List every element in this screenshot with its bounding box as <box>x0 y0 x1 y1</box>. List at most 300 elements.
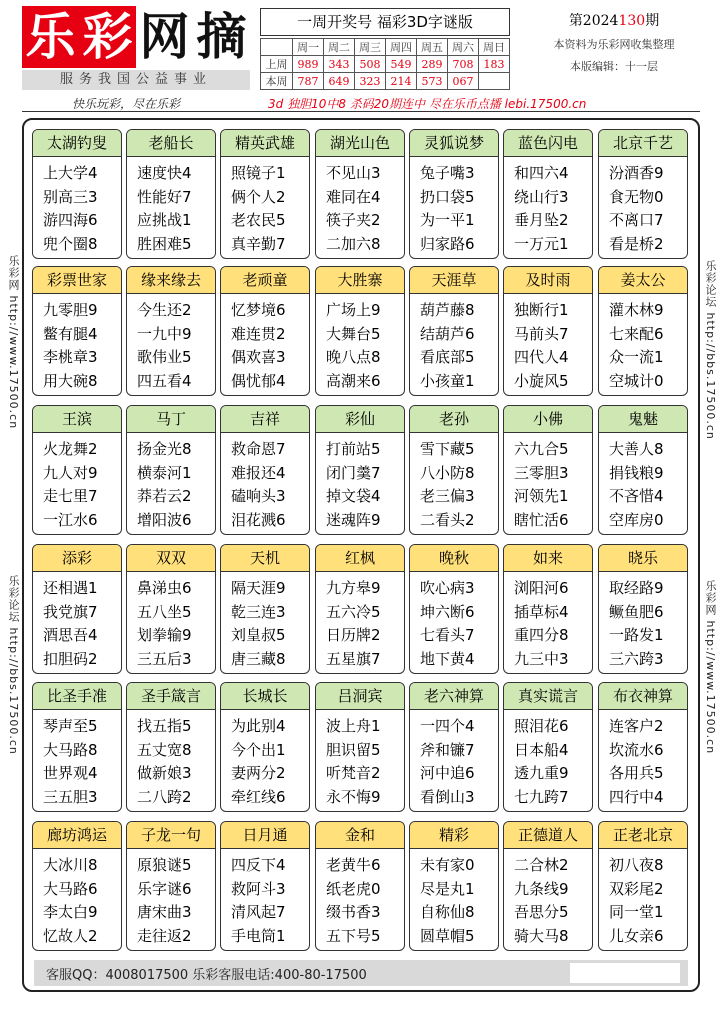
puzzle-line: 骑大马8 <box>514 926 569 945</box>
puzzle-box <box>220 405 310 535</box>
puzzle-line: 自称仙8 <box>420 903 475 921</box>
puzzle-box <box>315 821 405 951</box>
puzzle-line: 筷子夹2 <box>326 211 381 229</box>
puzzle-lines <box>221 849 309 948</box>
puzzle-box <box>598 129 688 259</box>
weekday: 周四 <box>386 39 417 56</box>
puzzle-line: 三零胆3 <box>514 463 569 482</box>
puzzle-line: 鳖有腿4 <box>43 324 98 343</box>
puzzle-author: 吉祥 <box>221 406 309 433</box>
puzzle-author: 正老北京 <box>599 822 687 849</box>
puzzle-box <box>126 682 216 812</box>
puzzle-line: 别高三3 <box>43 187 98 206</box>
puzzle-line: 还相遇1 <box>43 579 98 597</box>
weekday: 周一 <box>293 39 324 56</box>
logo-char-2: 彩 <box>79 6 136 68</box>
puzzle-box <box>32 129 122 259</box>
puzzle-author: 如来 <box>504 545 592 572</box>
puzzle-lines <box>33 157 121 256</box>
puzzle-line: 垂月坠2 <box>514 211 569 229</box>
footer-blank-box <box>570 963 680 983</box>
puzzle-line: 二八跨2 <box>137 787 192 806</box>
puzzle-line: 一四个4 <box>420 717 475 735</box>
puzzle-line: 不吝惜4 <box>609 487 664 505</box>
puzzle-line: 琴声至5 <box>43 717 98 735</box>
puzzle-line: 插草标4 <box>514 602 569 621</box>
puzzle-line: 不离口7 <box>609 211 664 229</box>
puzzle-line: 偶欢喜3 <box>231 348 286 366</box>
puzzle-author: 圣手箴言 <box>127 683 215 710</box>
puzzle-line: 难连贯2 <box>231 324 286 343</box>
draw-number: 549 <box>386 56 417 73</box>
puzzle-line: 偶忧郁4 <box>231 371 286 390</box>
puzzle-line: 九零胆9 <box>43 301 98 319</box>
puzzle-line: 坎流水6 <box>609 740 664 759</box>
puzzle-author: 老六神算 <box>410 683 498 710</box>
puzzle-box <box>220 129 310 259</box>
puzzle-line: 空城计0 <box>609 371 664 390</box>
header <box>22 6 700 94</box>
puzzle-box <box>32 821 122 951</box>
puzzle-author: 正德道人 <box>504 822 592 849</box>
puzzle-box <box>503 129 593 259</box>
puzzle-line: 磕响头3 <box>231 487 286 505</box>
puzzle-line: 为一平1 <box>420 211 475 229</box>
draw-number: 573 <box>417 73 448 90</box>
puzzle-box <box>409 405 499 535</box>
puzzle-box <box>220 682 310 812</box>
puzzle-line: 坤六断6 <box>420 602 475 621</box>
puzzle-author: 晓乐 <box>599 545 687 572</box>
puzzle-line: 广场上9 <box>326 301 381 319</box>
puzzle-line: 三五胆3 <box>43 787 98 806</box>
puzzle-lines <box>410 157 498 256</box>
puzzle-line: 大马路6 <box>43 879 98 898</box>
puzzle-line: 应挑战1 <box>137 211 192 229</box>
puzzle-line: 取经路9 <box>609 579 664 597</box>
issue-info <box>528 8 700 86</box>
draw-results <box>260 8 510 90</box>
puzzle-line: 找五指5 <box>137 717 192 735</box>
puzzle-line: 四代人4 <box>514 348 569 366</box>
puzzle-line: 九三中3 <box>514 649 569 668</box>
tagline-left: 快乐玩彩，尽在乐彩 <box>72 97 181 111</box>
puzzle-line: 刘皇叔5 <box>231 626 286 644</box>
puzzle-line: 小旋风5 <box>514 371 569 390</box>
puzzle-line: 忆故人2 <box>43 926 98 945</box>
side-text-left-top: 乐彩网 http://www.17500.cn <box>7 255 20 430</box>
puzzle-line: 迷魂阵9 <box>326 510 381 529</box>
puzzle-author: 红枫 <box>316 545 404 572</box>
puzzle-line: 我党旗7 <box>43 602 98 621</box>
this-week-row <box>261 73 510 90</box>
draw-number: 323 <box>355 73 386 90</box>
puzzle-box <box>32 266 122 396</box>
puzzle-line: 吾思分5 <box>514 903 569 921</box>
puzzle-line: 照泪花6 <box>514 717 569 735</box>
puzzle-line: 俩个人2 <box>231 187 286 206</box>
puzzle-lines <box>504 433 592 532</box>
puzzle-lines <box>127 710 215 809</box>
puzzle-box <box>220 266 310 396</box>
puzzle-line: 三六跨3 <box>609 649 664 668</box>
puzzle-line: 瞎忙活6 <box>514 510 569 529</box>
puzzle-line: 李太白9 <box>43 903 98 921</box>
puzzle-line: 手电筒1 <box>231 926 286 945</box>
draw-results-title: 一周开奖号 福彩3D字谜版 <box>260 8 510 36</box>
logo-char-1: 乐 <box>22 6 79 68</box>
puzzle-line: 五八坐5 <box>137 602 192 621</box>
puzzle-line: 五丈宽8 <box>137 740 192 759</box>
puzzle-box <box>315 682 405 812</box>
puzzle-line: 唐宋曲3 <box>137 903 192 921</box>
puzzle-box <box>315 405 405 535</box>
draw-number: 183 <box>479 56 510 73</box>
puzzle-box <box>220 544 310 674</box>
puzzle-line: 照镜子1 <box>231 164 286 182</box>
puzzle-line: 各用兵5 <box>609 764 664 782</box>
puzzle-line: 二看头2 <box>420 510 475 529</box>
puzzle-lines <box>410 433 498 532</box>
puzzle-line: 掉文袋4 <box>326 487 381 505</box>
puzzle-line: 妻两分2 <box>231 764 286 782</box>
puzzle-lines <box>504 157 592 256</box>
puzzle-line: 空库房0 <box>609 510 664 529</box>
puzzle-line: 浏阳河6 <box>514 579 569 597</box>
puzzle-line: 三五后3 <box>137 649 192 668</box>
puzzle-line: 扣胆码2 <box>43 649 98 668</box>
puzzle-box <box>503 266 593 396</box>
puzzle-box <box>315 544 405 674</box>
puzzle-line: 扔口袋5 <box>420 187 475 206</box>
puzzle-line: 八小防8 <box>420 463 475 482</box>
puzzle-line: 五星旗7 <box>326 649 381 668</box>
puzzle-lines <box>33 849 121 948</box>
puzzle-line: 鳜鱼肥6 <box>609 602 664 621</box>
puzzle-line: 马前头7 <box>514 324 569 343</box>
puzzle-lines <box>599 849 687 948</box>
puzzle-author: 灵狐说梦 <box>410 130 498 157</box>
puzzle-author: 鬼魅 <box>599 406 687 433</box>
puzzle-box <box>503 544 593 674</box>
puzzle-line: 看倒山3 <box>420 787 475 806</box>
puzzle-lines <box>316 157 404 256</box>
puzzle-line: 初八夜8 <box>609 856 664 874</box>
puzzle-line: 二加六8 <box>326 234 381 253</box>
puzzle-author: 小佛 <box>504 406 592 433</box>
side-text-right-bottom: 乐彩网 http://www.17500.cn <box>704 580 717 755</box>
puzzle-line: 河中追6 <box>420 764 475 782</box>
puzzle-line: 鼻涕虫6 <box>137 579 192 597</box>
puzzle-line: 一九中9 <box>137 324 192 343</box>
puzzle-line: 难同在4 <box>326 187 381 206</box>
draw-number: 708 <box>448 56 479 73</box>
puzzle-lines <box>599 572 687 671</box>
puzzle-line: 日本船4 <box>514 740 569 759</box>
puzzle-line: 李桃章3 <box>43 348 98 366</box>
puzzle-line: 九条线9 <box>514 879 569 898</box>
puzzle-line: 纸老虎0 <box>326 879 381 898</box>
puzzle-author: 长城长 <box>221 683 309 710</box>
puzzle-line: 河领先1 <box>514 487 569 505</box>
weekday-row <box>261 39 510 56</box>
puzzle-line: 不见山3 <box>326 164 381 182</box>
puzzle-box <box>126 266 216 396</box>
corner-cell <box>261 39 293 56</box>
last-week-row <box>261 56 510 73</box>
source-note: 本资料为乐彩网收集整理 <box>553 38 675 51</box>
puzzle-line: 四五看4 <box>137 371 192 390</box>
puzzle-line: 增阳波6 <box>137 510 192 529</box>
puzzle-line: 结葫芦6 <box>420 324 475 343</box>
puzzle-line: 牵红线6 <box>231 787 286 806</box>
puzzle-author: 天机 <box>221 545 309 572</box>
puzzle-author: 彩仙 <box>316 406 404 433</box>
puzzle-line: 地下黄4 <box>420 649 475 668</box>
puzzle-line: 汾酒香9 <box>609 164 664 182</box>
puzzle-lines <box>127 572 215 671</box>
puzzle-lines <box>127 849 215 948</box>
puzzle-author: 双双 <box>127 545 215 572</box>
puzzle-line: 捐钱粮9 <box>609 463 664 482</box>
puzzle-line: 大善人8 <box>609 440 664 458</box>
puzzle-box <box>32 405 122 535</box>
puzzle-line: 五六冷5 <box>326 602 381 621</box>
puzzle-line: 二合林2 <box>514 856 569 874</box>
logo-char-3: 网 <box>136 6 193 68</box>
puzzle-box <box>315 266 405 396</box>
puzzle-box <box>126 405 216 535</box>
puzzle-line: 原狼谜5 <box>137 856 192 874</box>
puzzle-author: 子龙一句 <box>127 822 215 849</box>
puzzle-line: 儿女亲6 <box>609 926 664 945</box>
puzzle-author: 及时雨 <box>504 267 592 294</box>
puzzle-lines <box>221 294 309 393</box>
draw-number: 508 <box>355 56 386 73</box>
puzzle-line: 唐三藏8 <box>231 649 286 668</box>
weekday: 周六 <box>448 39 479 56</box>
puzzle-lines <box>127 433 215 532</box>
puzzle-line: 今生还2 <box>137 301 192 319</box>
puzzle-line: 独断行1 <box>514 301 569 319</box>
puzzle-line: 乾三连3 <box>231 602 286 621</box>
puzzle-lines <box>316 572 404 671</box>
puzzle-author: 老船长 <box>127 130 215 157</box>
puzzle-line: 葫芦藤8 <box>420 301 475 319</box>
puzzle-line: 老三偏3 <box>420 487 475 505</box>
puzzle-author: 缘来缘去 <box>127 267 215 294</box>
puzzle-line: 高潮来6 <box>326 371 381 390</box>
puzzle-lines <box>316 294 404 393</box>
puzzle-author: 马丁 <box>127 406 215 433</box>
puzzle-author: 添彩 <box>33 545 121 572</box>
puzzle-line: 一路发1 <box>609 626 664 644</box>
puzzle-line: 走往返2 <box>137 926 192 945</box>
puzzle-lines <box>221 710 309 809</box>
puzzle-author: 比圣手准 <box>33 683 121 710</box>
editor-note: 本版编辑：十一层 <box>570 60 658 73</box>
puzzle-lines <box>316 433 404 532</box>
puzzle-line: 四行中4 <box>609 787 664 806</box>
weekday: 周日 <box>479 39 510 56</box>
side-text-right-top: 乐彩论坛 http://bbs.17500.cn <box>704 260 717 440</box>
draw-number: 989 <box>293 56 324 73</box>
puzzle-line: 透九重9 <box>514 764 569 782</box>
puzzle-lines <box>599 710 687 809</box>
puzzle-lines <box>599 157 687 256</box>
draw-table <box>260 38 510 90</box>
puzzle-author: 布衣神算 <box>599 683 687 710</box>
draw-number: 214 <box>386 73 417 90</box>
puzzle-author: 王滨 <box>33 406 121 433</box>
puzzle-line: 老黄牛6 <box>326 856 381 874</box>
puzzle-line: 绕山行3 <box>514 187 569 206</box>
puzzle-line: 胜困难5 <box>137 234 192 253</box>
puzzle-line: 众一流1 <box>609 348 664 366</box>
puzzle-box <box>409 129 499 259</box>
puzzle-lines <box>127 294 215 393</box>
puzzle-lines <box>410 849 498 948</box>
puzzle-lines <box>127 157 215 256</box>
puzzle-line: 七看头7 <box>420 626 475 644</box>
puzzle-line: 重四分8 <box>514 626 569 644</box>
puzzle-line: 划拳输9 <box>137 626 192 644</box>
puzzle-box <box>315 129 405 259</box>
puzzle-line: 晚八点8 <box>326 348 381 366</box>
puzzle-box <box>32 544 122 674</box>
puzzle-box <box>598 405 688 535</box>
puzzle-line: 速度快4 <box>137 164 192 182</box>
puzzle-line: 兜个圈8 <box>43 234 98 253</box>
puzzle-box <box>409 821 499 951</box>
puzzle-line: 九人对9 <box>43 463 98 482</box>
slogan: 服务我国公益事业 <box>22 70 250 90</box>
puzzle-line: 永不悔9 <box>326 787 381 806</box>
puzzle-line: 七来配6 <box>609 324 664 343</box>
puzzle-line: 救命恩7 <box>231 440 286 458</box>
puzzle-line: 泪花溅6 <box>231 510 286 529</box>
draw-number <box>479 73 510 90</box>
puzzle-box <box>598 266 688 396</box>
puzzle-lines <box>504 294 592 393</box>
puzzle-author: 彩票世家 <box>33 267 121 294</box>
puzzle-line: 性能好7 <box>137 187 192 206</box>
puzzle-line: 吹心病3 <box>420 579 475 597</box>
puzzle-line: 看是桥2 <box>609 234 664 253</box>
puzzle-line: 走七里7 <box>43 487 98 505</box>
puzzle-line: 圆草帽5 <box>420 926 475 945</box>
puzzle-line: 未有家0 <box>420 856 475 874</box>
puzzle-lines <box>599 433 687 532</box>
footer-contact: 客服QQ：4008017500 乐彩客服电话:400-80-17500 <box>46 968 367 983</box>
puzzle-author: 北京千艺 <box>599 130 687 157</box>
puzzle-lines <box>316 710 404 809</box>
puzzle-line: 胆识留5 <box>326 740 381 759</box>
tagline-promo: 3d 独胆10中8 杀码20期连中 尽在乐币点播 lebi.17500.cn <box>268 97 587 111</box>
draw-number: 649 <box>324 73 355 90</box>
puzzle-line: 四反下4 <box>231 856 286 874</box>
puzzle-line: 歌伟业5 <box>137 348 192 366</box>
weekday: 周三 <box>355 39 386 56</box>
puzzle-line: 连客户2 <box>609 717 664 735</box>
puzzle-line: 六九合5 <box>514 440 569 458</box>
puzzle-lines <box>504 710 592 809</box>
puzzle-author: 老孙 <box>410 406 498 433</box>
footer <box>34 960 688 986</box>
puzzle-line: 归家路6 <box>420 234 475 253</box>
puzzle-author: 天涯草 <box>410 267 498 294</box>
puzzle-line: 世界观4 <box>43 764 98 782</box>
puzzle-line: 斧和镰7 <box>420 740 475 759</box>
draw-number: 289 <box>417 56 448 73</box>
puzzle-box <box>598 544 688 674</box>
puzzle-line: 尽是丸1 <box>420 879 475 898</box>
puzzle-line: 一万元1 <box>514 234 569 253</box>
puzzle-author: 老顽童 <box>221 267 309 294</box>
puzzle-box <box>409 682 499 812</box>
puzzle-line: 莽若云2 <box>137 487 192 505</box>
puzzle-box <box>598 821 688 951</box>
puzzle-line: 老农民5 <box>231 211 286 229</box>
puzzle-line: 看底部5 <box>420 348 475 366</box>
puzzle-line: 波上舟1 <box>326 717 381 735</box>
puzzle-box <box>409 544 499 674</box>
puzzle-author: 精彩 <box>410 822 498 849</box>
puzzle-lines <box>221 433 309 532</box>
puzzle-author: 蓝色闪电 <box>504 130 592 157</box>
draw-number: 067 <box>448 73 479 90</box>
puzzle-author: 廊坊鸿运 <box>33 822 121 849</box>
weekday: 周二 <box>324 39 355 56</box>
puzzle-lines <box>504 572 592 671</box>
puzzle-line: 小孩童1 <box>420 371 475 390</box>
puzzle-line: 兔子嘴3 <box>420 164 475 182</box>
draw-number: 787 <box>293 73 324 90</box>
puzzle-line: 缀书香3 <box>326 903 381 921</box>
puzzle-box <box>126 544 216 674</box>
puzzle-box <box>503 821 593 951</box>
puzzle-author: 太湖钓叟 <box>33 130 121 157</box>
puzzle-box <box>503 405 593 535</box>
puzzle-line: 日历牌2 <box>326 626 381 644</box>
puzzle-line: 听梵音2 <box>326 764 381 782</box>
puzzle-line: 大马路8 <box>43 740 98 759</box>
puzzle-line: 真辛勤7 <box>231 234 286 253</box>
puzzle-line: 横泰河1 <box>137 463 192 482</box>
puzzle-box <box>126 821 216 951</box>
puzzle-line: 灌木林9 <box>609 301 664 319</box>
puzzle-box <box>32 682 122 812</box>
puzzle-author: 晚秋 <box>410 545 498 572</box>
puzzle-line: 今个出1 <box>231 740 286 759</box>
puzzle-box <box>409 266 499 396</box>
puzzle-line: 为此别4 <box>231 717 286 735</box>
puzzle-line: 游四海6 <box>43 211 98 229</box>
puzzle-line: 火龙舞2 <box>43 440 98 458</box>
puzzle-line: 同一堂1 <box>609 903 664 921</box>
puzzle-line: 清风起7 <box>231 903 286 921</box>
puzzle-author: 精英武雄 <box>221 130 309 157</box>
puzzle-line: 上大学4 <box>43 164 98 182</box>
puzzle-lines <box>410 710 498 809</box>
issue-number: 130 <box>618 13 646 29</box>
puzzle-lines <box>33 572 121 671</box>
puzzle-lines <box>221 157 309 256</box>
puzzle-lines <box>33 710 121 809</box>
puzzle-lines <box>410 572 498 671</box>
side-text-left-bottom: 乐彩论坛 http://bbs.17500.cn <box>7 575 20 755</box>
puzzle-line: 救阿斗3 <box>231 879 286 898</box>
